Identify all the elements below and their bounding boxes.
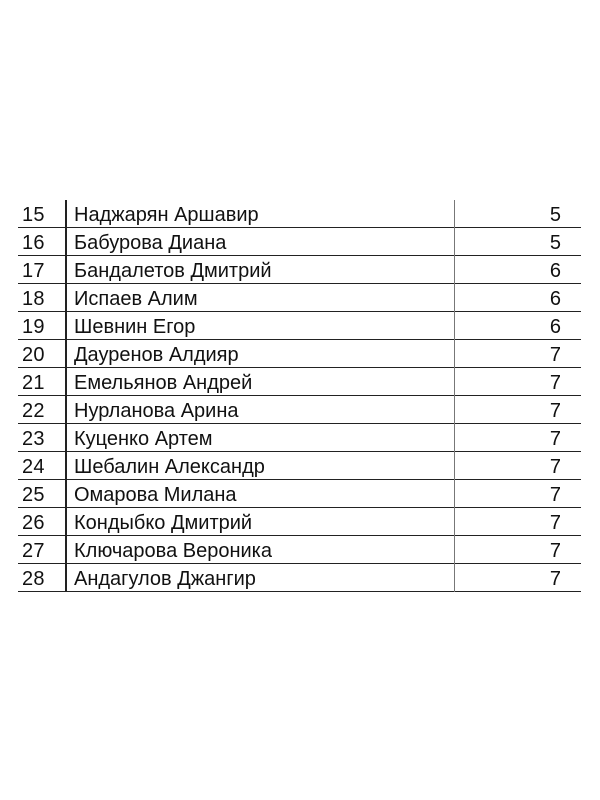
table-row [18,368,581,396]
student-name: Андагулов Джангир [74,568,256,590]
row-number: 18 [22,288,45,310]
table-row [18,508,581,536]
column-divider [454,312,455,340]
score-value: 7 [549,456,561,478]
student-name: Шебалин Александр [74,456,265,478]
row-number: 19 [22,316,45,338]
score-value: 7 [549,568,561,590]
column-divider [454,228,455,256]
student-name: Бандалетов Дмитрий [74,260,272,282]
score-value: 6 [549,260,561,282]
row-number: 21 [22,372,45,394]
column-divider [454,284,455,312]
table-row [18,396,581,424]
student-name: Наджарян Аршавир [74,204,259,226]
score-value: 5 [549,204,561,226]
column-divider [454,480,455,508]
column-divider [65,452,67,480]
table-row [18,452,581,480]
student-name: Дауренов Алдияр [74,344,239,366]
column-divider [65,228,67,256]
row-number: 20 [22,344,45,366]
row-number: 26 [22,512,45,534]
row-number: 17 [22,260,45,282]
student-name: Шевнин Егор [74,316,196,338]
column-divider [65,256,67,284]
column-divider [65,424,67,452]
column-divider [454,340,455,368]
column-divider [65,536,67,564]
row-number: 28 [22,568,45,590]
score-value: 5 [549,232,561,254]
row-number: 23 [22,428,45,450]
score-value: 7 [549,540,561,562]
table-row [18,424,581,452]
column-divider [454,536,455,564]
column-divider [454,256,455,284]
column-divider [454,396,455,424]
column-divider [65,480,67,508]
student-name: Куценко Артем [74,428,213,450]
column-divider [454,564,455,592]
column-divider [65,368,67,396]
table-row [18,536,581,564]
score-value: 7 [549,512,561,534]
table-row [18,256,581,284]
score-value: 7 [549,400,561,422]
student-name: Бабурова Диана [74,232,227,254]
column-divider [65,312,67,340]
row-number: 15 [22,204,45,226]
column-divider [454,508,455,536]
table-row [18,564,581,592]
column-divider [65,200,67,228]
column-divider [454,452,455,480]
table-row [18,200,581,228]
table-row [18,284,581,312]
results-table [18,200,581,592]
row-number: 27 [22,540,45,562]
student-name: Емельянов Андрей [74,372,253,394]
score-value: 7 [549,372,561,394]
row-number: 22 [22,400,45,422]
score-value: 6 [549,288,561,310]
column-divider [65,564,67,592]
column-divider [65,340,67,368]
score-value: 7 [549,484,561,506]
student-name: Ключарова Вероника [74,540,272,562]
column-divider [454,200,455,228]
column-divider [454,368,455,396]
row-number: 24 [22,456,45,478]
table-row [18,340,581,368]
score-value: 7 [549,428,561,450]
column-divider [65,284,67,312]
student-name: Омарова Милана [74,484,237,506]
score-value: 6 [549,316,561,338]
column-divider [65,396,67,424]
row-number: 16 [22,232,45,254]
row-number: 25 [22,484,45,506]
column-divider [65,508,67,536]
student-name: Кондыбко Дмитрий [74,512,253,534]
column-divider [454,424,455,452]
table-row [18,228,581,256]
table-row [18,312,581,340]
score-value: 7 [549,344,561,366]
student-name: Нурланова Арина [74,400,239,422]
table-row [18,480,581,508]
student-name: Испаев Алим [74,288,198,310]
